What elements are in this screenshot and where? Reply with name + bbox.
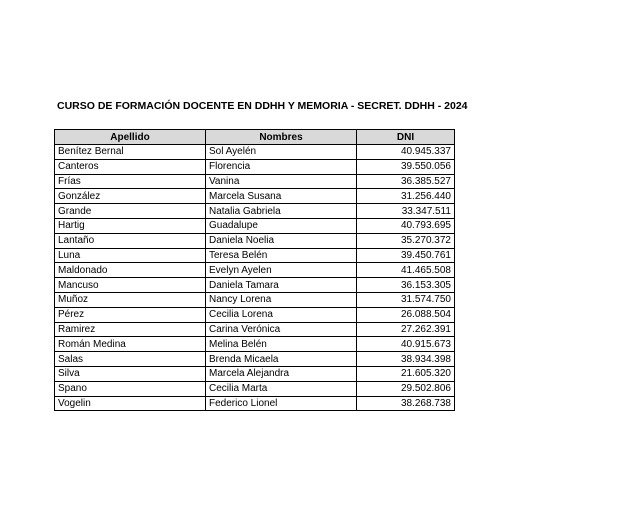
table-row: [55, 189, 455, 204]
cell-apellido: Muñoz: [55, 292, 206, 307]
cell-apellido: González: [55, 189, 206, 204]
cell-dni: 21.605.320: [357, 366, 455, 381]
cell-nombres: Sol Ayelén: [206, 145, 357, 160]
table-row: [55, 337, 455, 352]
cell-nombres: Carina Verónica: [206, 322, 357, 337]
participants-table: [54, 129, 455, 411]
table-row: [55, 322, 455, 337]
table-header-row: [55, 130, 455, 145]
cell-nombres: Natalia Gabriela: [206, 204, 357, 219]
table-row: [55, 174, 455, 189]
document-title: CURSO DE FORMACIÓN DOCENTE EN DDHH Y MEMORIA - SECRET. DDHH - 2024: [57, 100, 468, 112]
table-row: [55, 159, 455, 174]
cell-apellido: Grande: [55, 204, 206, 219]
table-row: [55, 352, 455, 367]
cell-apellido: Pérez: [55, 307, 206, 322]
cell-apellido: Hartig: [55, 218, 206, 233]
table-row: [55, 278, 455, 293]
header-apellido: Apellido: [55, 130, 206, 145]
table-row: [55, 145, 455, 160]
cell-dni: 40.945.337: [357, 145, 455, 160]
table-row: [55, 292, 455, 307]
cell-dni: 26.088.504: [357, 307, 455, 322]
cell-dni: 38.934.398: [357, 352, 455, 367]
cell-dni: 31.574.750: [357, 292, 455, 307]
cell-nombres: Cecilia Lorena: [206, 307, 357, 322]
cell-apellido: Salas: [55, 352, 206, 367]
table-row: [55, 233, 455, 248]
cell-apellido: Frías: [55, 174, 206, 189]
cell-nombres: Marcela Susana: [206, 189, 357, 204]
cell-apellido: Ramirez: [55, 322, 206, 337]
cell-dni: 31.256.440: [357, 189, 455, 204]
table-row: [55, 218, 455, 233]
cell-nombres: Marcela Alejandra: [206, 366, 357, 381]
cell-dni: 41.465.508: [357, 263, 455, 278]
cell-dni: 33.347.511: [357, 204, 455, 219]
cell-apellido: Benítez Bernal: [55, 145, 206, 160]
cell-nombres: Melina Belén: [206, 337, 357, 352]
table-row: [55, 396, 455, 411]
table-row: [55, 307, 455, 322]
cell-nombres: Guadalupe: [206, 218, 357, 233]
table-body: [55, 145, 455, 411]
cell-nombres: Evelyn Ayelen: [206, 263, 357, 278]
cell-apellido: Maldonado: [55, 263, 206, 278]
cell-nombres: Teresa Belén: [206, 248, 357, 263]
cell-nombres: Daniela Tamara: [206, 278, 357, 293]
cell-nombres: Cecilia Marta: [206, 381, 357, 396]
cell-apellido: Vogelin: [55, 396, 206, 411]
table-row: [55, 263, 455, 278]
cell-dni: 38.268.738: [357, 396, 455, 411]
cell-nombres: Daniela Noelia: [206, 233, 357, 248]
cell-nombres: Brenda Micaela: [206, 352, 357, 367]
cell-apellido: Román Medina: [55, 337, 206, 352]
cell-nombres: Federico Lionel: [206, 396, 357, 411]
cell-apellido: Mancuso: [55, 278, 206, 293]
cell-dni: 29.502.806: [357, 381, 455, 396]
cell-apellido: Silva: [55, 366, 206, 381]
cell-dni: 27.262.391: [357, 322, 455, 337]
table-row: [55, 366, 455, 381]
cell-nombres: Florencia: [206, 159, 357, 174]
table-row: [55, 381, 455, 396]
cell-nombres: Vanina: [206, 174, 357, 189]
cell-apellido: Lantaño: [55, 233, 206, 248]
cell-apellido: Canteros: [55, 159, 206, 174]
cell-apellido: Luna: [55, 248, 206, 263]
cell-dni: 36.153.305: [357, 278, 455, 293]
table-row: [55, 204, 455, 219]
cell-nombres: Nancy Lorena: [206, 292, 357, 307]
cell-dni: 40.915.673: [357, 337, 455, 352]
cell-dni: 40.793.695: [357, 218, 455, 233]
cell-dni: 36.385.527: [357, 174, 455, 189]
cell-apellido: Spano: [55, 381, 206, 396]
header-nombres: Nombres: [206, 130, 357, 145]
table-row: [55, 248, 455, 263]
cell-dni: 35.270.372: [357, 233, 455, 248]
cell-dni: 39.450.761: [357, 248, 455, 263]
header-dni: DNI: [357, 130, 455, 145]
cell-dni: 39.550.056: [357, 159, 455, 174]
